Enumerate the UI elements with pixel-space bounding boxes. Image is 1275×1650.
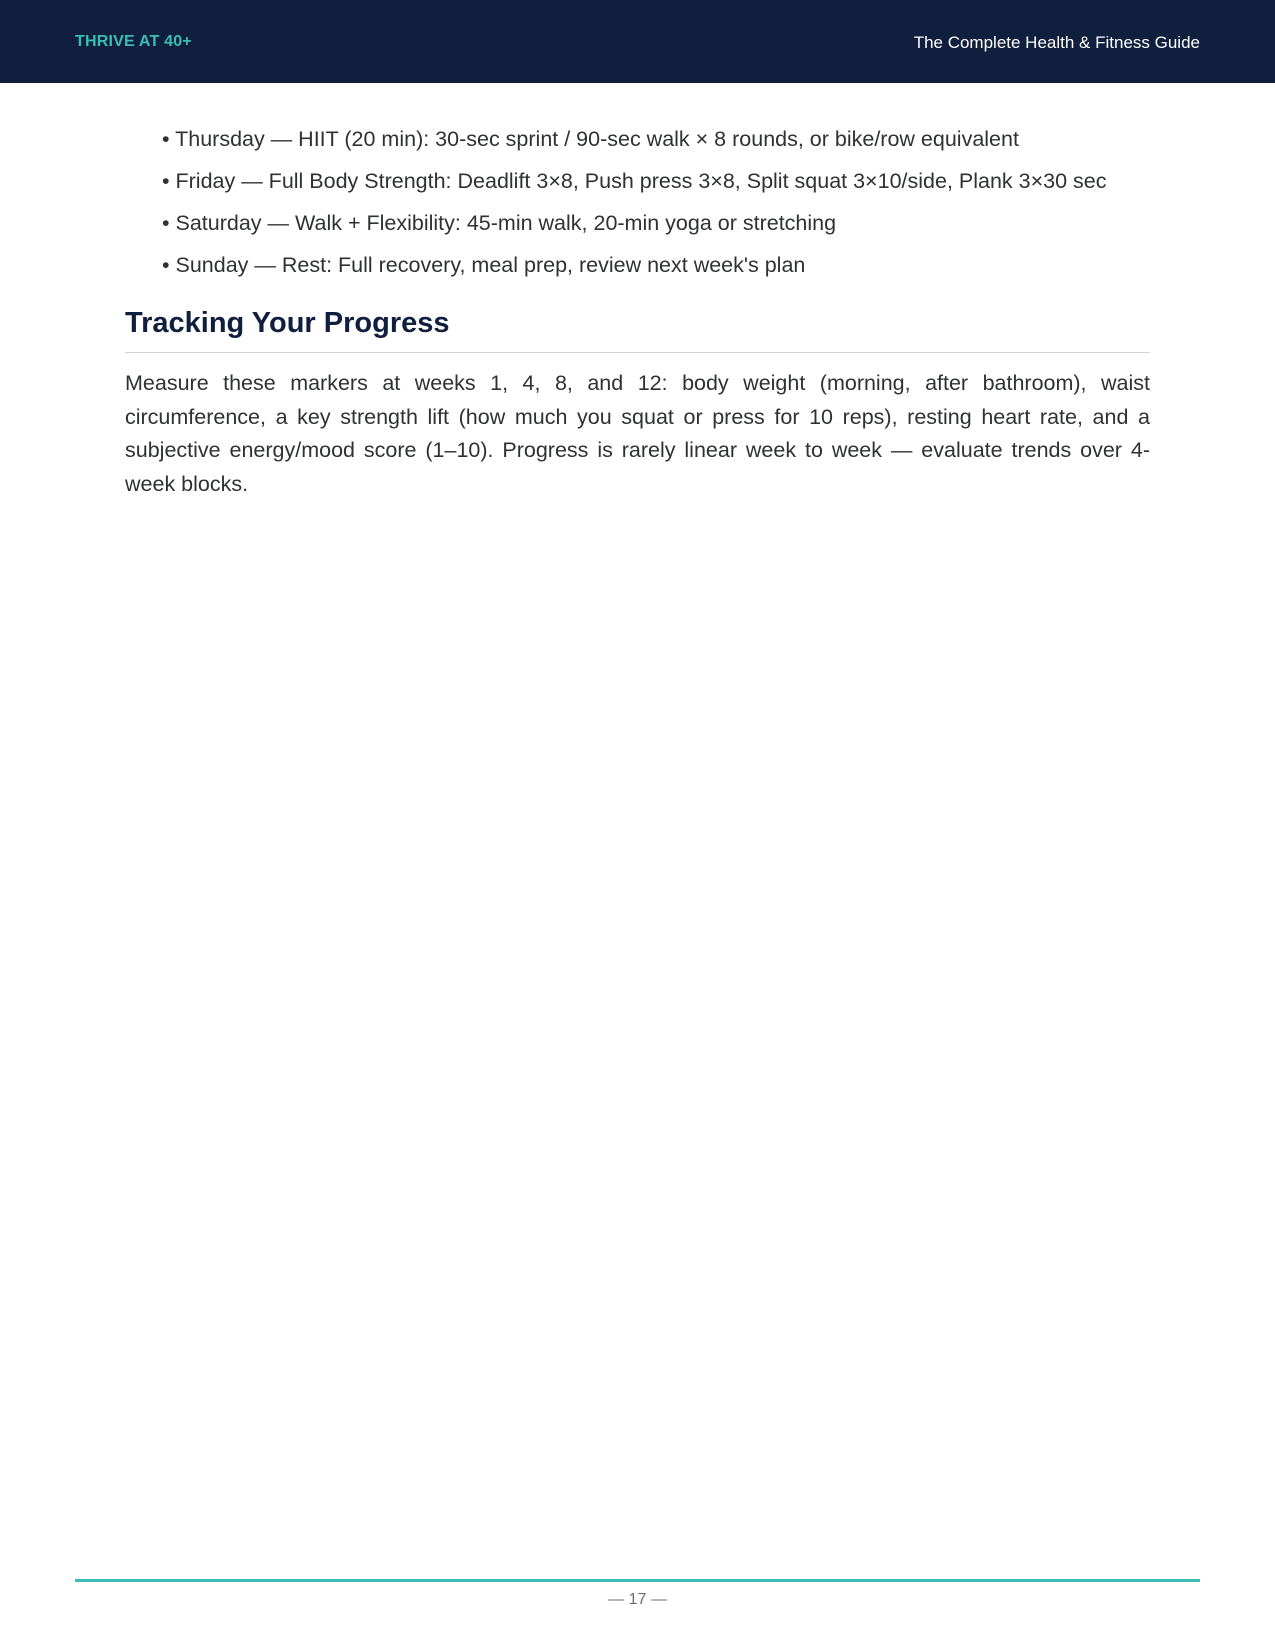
section-body-paragraph: Measure these markers at weeks 1, 4, 8, and 12: body weight (morning, after bathroom), waist circumference, a key strength lift (how much you squat or press for 10 reps), resting heart rate, and a subjective energy/mood score (1–10). Progress is rarely linear week to week — evaluate trends over 4-week blocks. <box>125 371 1150 496</box>
list-item: • Sunday — Rest: Full recovery, meal prep, review next week's plan <box>162 253 806 277</box>
weekly-schedule-list <box>162 125 1107 293</box>
section-heading: Tracking Your Progress <box>125 307 450 339</box>
page-header <box>0 0 1275 83</box>
guide-title: The Complete Health & Fitness Guide <box>913 33 1200 52</box>
list-item: • Saturday — Walk + Flexibility: 45-min walk, 20-min yoga or stretching <box>162 211 837 235</box>
section-divider <box>125 352 1150 353</box>
footer-divider <box>75 1579 1200 1582</box>
list-item: • Friday — Full Body Strength: Deadlift 3×8, Push press 3×8, Split squat 3×10/side, Plank 3×30 sec <box>162 169 1107 193</box>
page-number: — 17 — <box>608 1591 667 1608</box>
brand-name: THRIVE AT 40+ <box>75 33 192 50</box>
list-item: • Thursday — HIIT (20 min): 30-sec sprint / 90-sec walk × 8 rounds, or bike/row equivalent <box>162 127 1019 151</box>
